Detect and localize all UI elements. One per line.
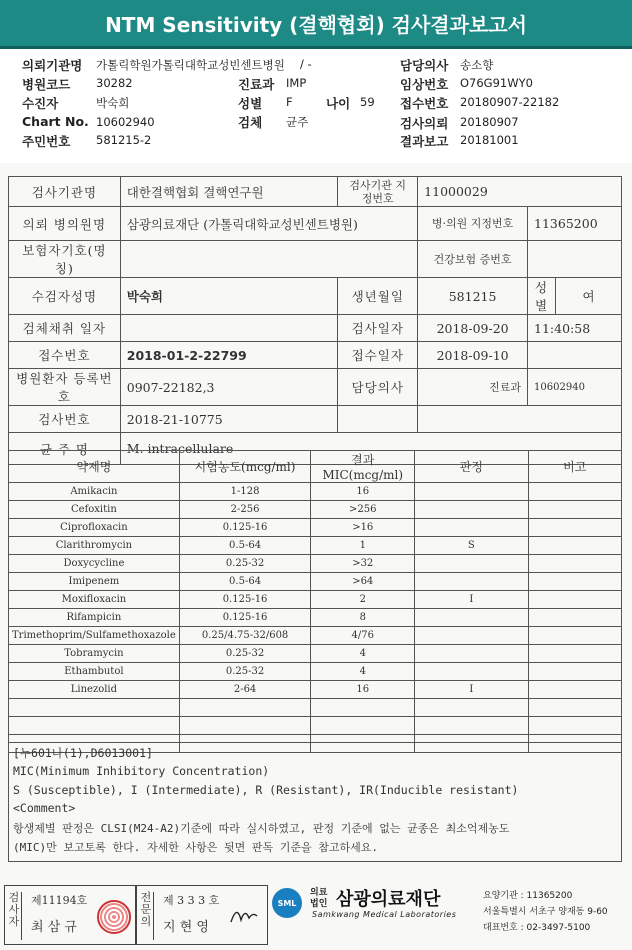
drug-remarks: [528, 537, 621, 555]
drug-row: [9, 591, 622, 609]
test-no-label: 검사번호: [9, 406, 121, 433]
drug-remarks: [528, 483, 621, 501]
patient-label: 수진자: [22, 96, 59, 111]
drug-test-range: 0.5-64: [179, 537, 311, 555]
drug-test-range: 2-256: [179, 501, 311, 519]
ref-no-value: 11365200: [528, 207, 622, 241]
report-footer: [0, 880, 632, 950]
organism-value: M. intracellulare: [120, 433, 621, 465]
drug-test-range: 0.25-32: [179, 663, 311, 681]
doctor-label: 담당의사: [400, 58, 449, 73]
drug-row: [9, 483, 622, 501]
clinical-no-value: O76G91WY0: [460, 76, 533, 90]
birth-label: 생년월일: [338, 278, 418, 315]
insured-label: 보험자기호(명칭): [9, 241, 121, 278]
sex-label-cell: 성별: [528, 278, 556, 315]
drug-name: Tobramycin: [9, 645, 180, 663]
doctor-label-cell: 담당의사: [338, 369, 418, 406]
drug-name: Clarithromycin: [9, 537, 180, 555]
specimen-value: 균주: [286, 115, 309, 129]
drug-name: Ethambutol: [9, 663, 180, 681]
drug-mic: 16: [311, 483, 415, 501]
drug-mic: >32: [311, 555, 415, 573]
doctor-value: 송소향: [460, 58, 494, 72]
hospital-code-label: 병원코드: [22, 77, 71, 92]
comment-legend: S (Susceptible), I (Intermediate), R (Resistant), IR(Inducible resistant): [13, 783, 519, 797]
ref-hosp-label: 의뢰 병의원명: [9, 207, 121, 241]
drug-test-range: 2-64: [179, 681, 311, 699]
drug-name: Cefoxitin: [9, 501, 180, 519]
drug-row: [9, 717, 622, 735]
test-time-value: 11:40:58: [528, 315, 622, 342]
patient-name-label: 수검자성명: [9, 278, 121, 315]
specialist-no: 제 3 3 3 호: [163, 894, 220, 907]
patient-value: 박숙희: [96, 96, 130, 110]
drug-interpretation: [415, 627, 528, 645]
test-date-value: 2018-09-20: [418, 315, 528, 342]
drug-interpretation: [415, 519, 528, 537]
receipt-date-value: 2018-09-10: [418, 342, 528, 369]
dept-value: IMP: [286, 76, 307, 90]
dept-label: 진료과: [238, 77, 275, 92]
drug-name: Ciprofloxacin: [9, 519, 180, 537]
drug-sensitivity-table: [8, 450, 622, 753]
patient-info-table: [8, 176, 622, 465]
drug-mic: 8: [311, 609, 415, 627]
insured-value: [120, 241, 417, 278]
drug-interpretation: [415, 609, 528, 627]
drug-interpretation: S: [415, 537, 528, 555]
birth-value: 581215: [418, 278, 528, 315]
col-mic: 결과 MIC(mcg/ml): [311, 451, 415, 483]
sml-logo-icon: SML: [272, 888, 302, 918]
drug-test-range: 1-128: [179, 483, 311, 501]
drug-remarks: [528, 717, 621, 735]
drug-remarks: [528, 645, 621, 663]
comment-heading: <Comment>: [13, 801, 76, 815]
drug-row: [9, 555, 622, 573]
care-no: 요양기관 : 11365200: [483, 891, 573, 901]
comment-box: [8, 742, 622, 862]
chart-value: 10602940: [96, 115, 155, 129]
drug-name: [9, 699, 180, 717]
org-address: 서울특별시 서초구 양재동 9-60: [483, 907, 608, 917]
receipt-date-label: 접수일자: [338, 342, 418, 369]
drug-test-range: [179, 699, 311, 717]
rrn-label: 주민번호: [22, 134, 71, 149]
comment-code: [누601나(1),D6013001]: [13, 746, 153, 760]
drug-mic: 4: [311, 663, 415, 681]
drug-row: [9, 573, 622, 591]
receipt-no-value: 20180907-22182: [460, 95, 560, 109]
drug-interpretation: I: [415, 591, 528, 609]
org-phone: 대표번호 : 02-3497-5100: [483, 923, 591, 933]
drug-interpretation: [415, 555, 528, 573]
drug-mic: 4/76: [311, 627, 415, 645]
drug-mic: 16: [311, 681, 415, 699]
receipt-value: 2018-01-2-22799: [120, 342, 338, 369]
reg-label: 병원환자 등록번호: [9, 369, 121, 406]
drug-mic: 4: [311, 645, 415, 663]
institution-label: 의뢰기관명: [22, 58, 83, 73]
report-title: NTM Sensitivity (결핵협회) 검사결과보고서: [0, 0, 632, 49]
ref-no-label: 병·의원 지정번호: [418, 207, 528, 241]
hospital-code-value: 30282: [96, 76, 133, 90]
drug-name: Amikacin: [9, 483, 180, 501]
tester-label: 검사자: [7, 892, 22, 940]
specialist-name: 지 현 영: [163, 920, 209, 935]
drug-interpretation: [415, 501, 528, 519]
collect-value: [120, 315, 338, 342]
drug-name: [9, 717, 180, 735]
drug-mic: 2: [311, 591, 415, 609]
drug-name: Rifampicin: [9, 609, 180, 627]
lab-no-label: 검사기관 지정번호: [338, 177, 418, 207]
drug-mic: [311, 717, 415, 735]
drug-interpretation: [415, 699, 528, 717]
sex-value: F: [286, 95, 293, 109]
col-remarks: 비고: [528, 451, 621, 483]
drug-name: Doxycycline: [9, 555, 180, 573]
institution-value: 가톨릭학원가톨릭대학교성빈센트병원: [96, 58, 285, 72]
specialist-label: 전문의: [139, 892, 154, 940]
drug-mic: 1: [311, 537, 415, 555]
tester-seal: [97, 900, 131, 934]
drug-name: Linezolid: [9, 681, 180, 699]
drug-test-range: 0.125-16: [179, 591, 311, 609]
lab-value: 대한결핵협회 결핵연구원: [120, 177, 338, 207]
drug-row: [9, 627, 622, 645]
patient-name-value: 박숙희: [120, 278, 338, 315]
dept-label-cell: 진료과: [418, 369, 528, 406]
drug-remarks: [528, 519, 621, 537]
drug-row: [9, 645, 622, 663]
age-value: 59: [360, 95, 375, 109]
drug-row: [9, 609, 622, 627]
drug-name: Moxifloxacin: [9, 591, 180, 609]
drug-test-range: 0.25-32: [179, 645, 311, 663]
specialist-stamp: [136, 885, 268, 945]
comment-mic: MIC(Minimum Inhibitory Concentration): [13, 764, 270, 778]
drug-mic: >256: [311, 501, 415, 519]
org-name: 삼광의료재단: [336, 889, 441, 910]
drug-mic: >64: [311, 573, 415, 591]
drug-test-range: 0.5-64: [179, 573, 311, 591]
drug-test-range: 0.125-16: [179, 609, 311, 627]
receipt-no-label: 접수번호: [400, 96, 449, 111]
drug-remarks: [528, 627, 621, 645]
request-value: 20180907: [460, 115, 519, 129]
drug-interpretation: I: [415, 681, 528, 699]
drug-row: [9, 663, 622, 681]
drug-name: Trimethoprim/Sulfamethoxazole: [9, 627, 180, 645]
health-no-label: 건강보험 증번호: [418, 241, 528, 278]
test-no-value: 2018-21-10775: [120, 406, 338, 433]
drug-interpretation: [415, 573, 528, 591]
drug-test-range: [179, 717, 311, 735]
specialist-signature: [227, 902, 261, 928]
drug-row: [9, 699, 622, 717]
drug-remarks: [528, 573, 621, 591]
drug-remarks: [528, 555, 621, 573]
tester-no: 제11194호: [31, 894, 88, 907]
drug-remarks: [528, 501, 621, 519]
chart-label: Chart No.: [22, 114, 89, 129]
report-header: 의뢰기관명 가톨릭학원가톨릭대학교성빈센트병원 / - 담당의사 송소향 병원코드 30282 진료과 IMP 임상번호 O76G91WY0 수진자 박숙희 성별 F 나이 59 접수번호 20180907-22182 Chart No. 10602940 검체 균주 검사의뢰 20180907 주민번호 581215-2 결과보고 20181001: [22, 57, 560, 149]
drug-test-range: 0.125-16: [179, 519, 311, 537]
request-label: 검사의뢰: [400, 116, 449, 131]
report-label: 결과보고: [400, 134, 449, 149]
drug-row: [9, 537, 622, 555]
specimen-label: 검체: [238, 115, 263, 130]
reg-value: 0907-22182,3: [120, 369, 338, 406]
receipt-label: 접수번호: [9, 342, 121, 369]
col-test-range: 시험농도(mcg/ml): [179, 451, 311, 483]
tester-name: 최 삼 규: [31, 920, 77, 935]
drug-row: [9, 681, 622, 699]
organism-label: 균 주 명: [9, 433, 121, 465]
rrn-value: 581215-2: [96, 133, 152, 147]
drug-remarks: [528, 681, 621, 699]
ref-hosp-value: 삼광의료재단 (가톨릭대학교성빈센트병원): [120, 207, 417, 241]
comment-text-1: 항생제별 판정은 CLSI(M24-A2)기준에 따라 실시하였고, 판정 기준에 없는 균종은 최소억제농도: [13, 822, 510, 835]
drug-interpretation: [415, 483, 528, 501]
col-interpretation: 판정: [415, 451, 528, 483]
sex-label: 성별: [238, 96, 263, 111]
drug-remarks: [528, 609, 621, 627]
report-value: 20181001: [460, 133, 519, 147]
dept-no-value: 10602940: [528, 369, 622, 406]
drug-remarks: [528, 663, 621, 681]
lab-label: 검사기관명: [9, 177, 121, 207]
health-no-value: [528, 241, 622, 278]
org-prefix: 의료 법인: [310, 888, 328, 909]
col-drug: 약제명: [9, 451, 180, 483]
tester-stamp: [4, 885, 136, 945]
clinical-no-label: 임상번호: [400, 77, 449, 92]
age-label: 나이: [326, 96, 351, 111]
drug-remarks: [528, 699, 621, 717]
drug-mic: [311, 699, 415, 717]
drug-interpretation: [415, 663, 528, 681]
lab-no-value: 11000029: [418, 177, 622, 207]
comment-text-2: (MIC)만 보고토록 한다. 자세한 사항은 뒷면 판독 기준을 참고하세요.: [13, 841, 378, 854]
drug-row: [9, 501, 622, 519]
org-en: Samkwang Medical Laboratories: [312, 910, 457, 919]
drug-test-range: 0.25-32: [179, 555, 311, 573]
collect-label: 검체채취 일자: [9, 315, 121, 342]
drug-interpretation: [415, 645, 528, 663]
drug-name: Imipenem: [9, 573, 180, 591]
drug-interpretation: [415, 717, 528, 735]
test-date-label: 검사일자: [338, 315, 418, 342]
sex-value-cell: 여: [556, 278, 622, 315]
drug-remarks: [528, 591, 621, 609]
drug-mic: >16: [311, 519, 415, 537]
drug-row: [9, 519, 622, 537]
drug-test-range: 0.25/4.75-32/608: [179, 627, 311, 645]
